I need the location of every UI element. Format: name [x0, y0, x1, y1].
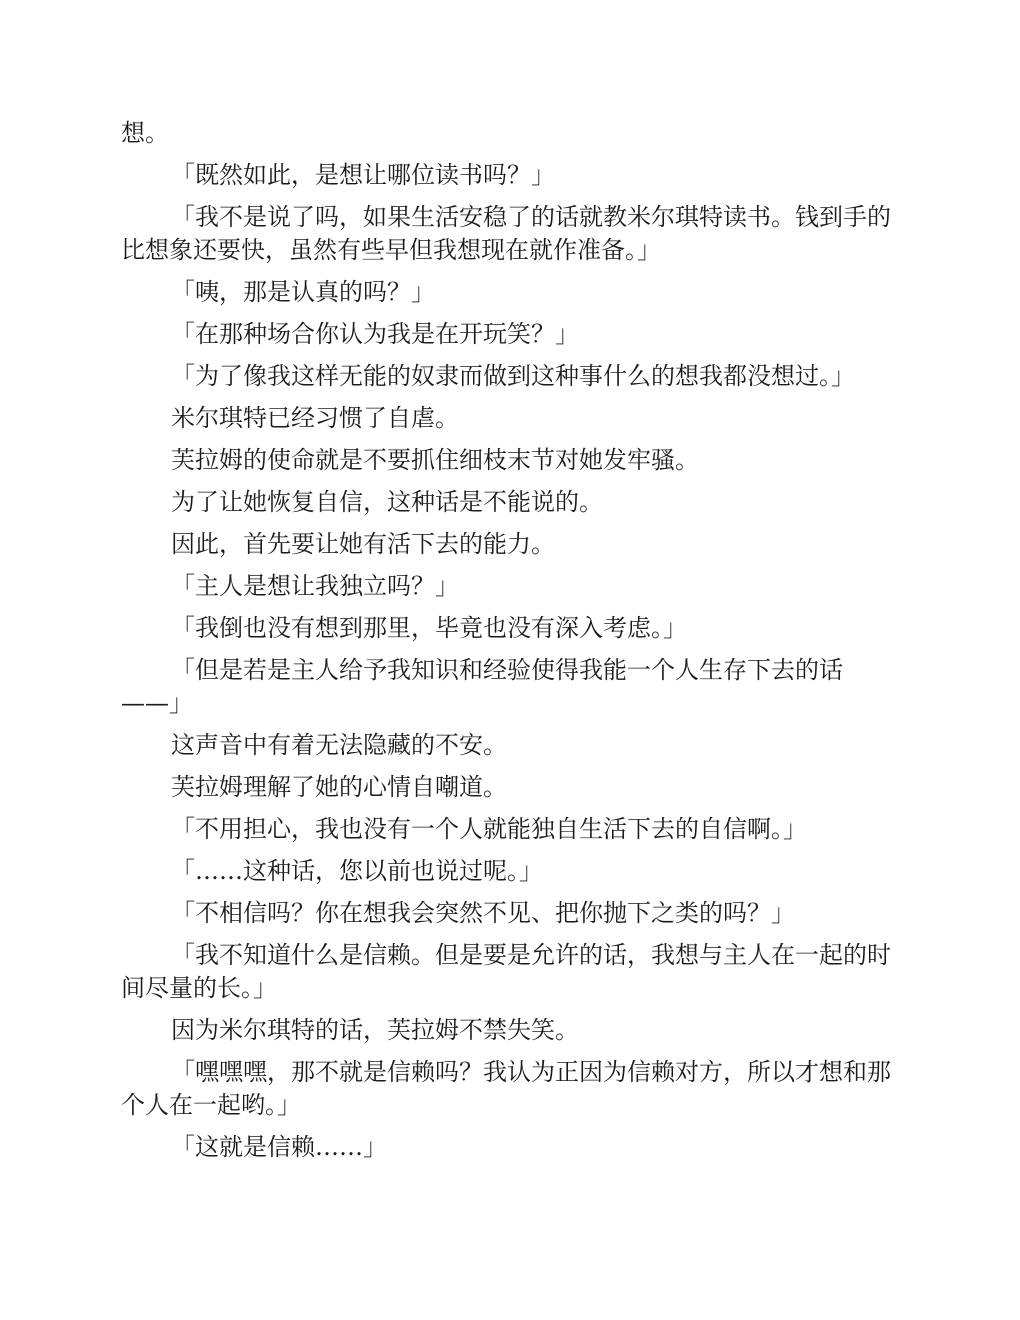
paragraph: 「咦，那是认真的吗？」 [171, 278, 435, 306]
paragraph: 芙拉姆的使命就是不要抓住细枝末节对她发牢骚。 [171, 446, 699, 474]
paragraph: 「我不知道什么是信赖。但是要是允许的话，我想与主人在一起的时间尽量的长。」 [121, 941, 891, 1002]
paragraph: 「这就是信赖……」 [171, 1133, 387, 1161]
document-page [121, 117, 897, 1173]
paragraph: 「在那种场合你认为我是在开玩笑？」 [171, 320, 579, 348]
paragraph: 「我不是说了吗，如果生活安稳了的话就教米尔琪特读书。钱到手的比想象还要快，虽然有些早但我想现在就作准备。」 [121, 203, 891, 264]
paragraph: 「……这种话，您以前也说过呢。」 [171, 857, 543, 885]
paragraph: 为了让她恢复自信，这种话是不能说的。 [171, 488, 603, 516]
paragraph: 米尔琪特已经习惯了自虐。 [171, 404, 459, 432]
paragraph: 想。 [121, 119, 169, 147]
paragraph: 「为了像我这样无能的奴隶而做到这种事什么的想我都没想过。」 [171, 362, 855, 390]
paragraph: 「既然如此，是想让哪位读书吗？」 [171, 161, 555, 189]
paragraph: 「不用担心，我也没有一个人就能独自生活下去的自信啊。」 [171, 815, 807, 843]
paragraph: 因为米尔琪特的话，芙拉姆不禁失笑。 [171, 1016, 579, 1044]
paragraph: 「嘿嘿嘿，那不就是信赖吗？我认为正因为信赖对方，所以才想和那个人在一起哟。」 [121, 1058, 891, 1119]
paragraph: 「我倒也没有想到那里，毕竟也没有深入考虑。」 [171, 614, 687, 642]
paragraph: 「不相信吗？你在想我会突然不见、把你抛下之类的吗？」 [171, 899, 795, 927]
paragraph: 「但是若是主人给予我知识和经验使得我能一个人生存下去的话——」 [121, 656, 843, 717]
paragraph: 「主人是想让我独立吗？」 [171, 572, 459, 600]
paragraph: 这声音中有着无法隐藏的不安。 [171, 731, 507, 759]
paragraph: 因此，首先要让她有活下去的能力。 [171, 530, 555, 558]
paragraph: 芙拉姆理解了她的心情自嘲道。 [171, 773, 507, 801]
